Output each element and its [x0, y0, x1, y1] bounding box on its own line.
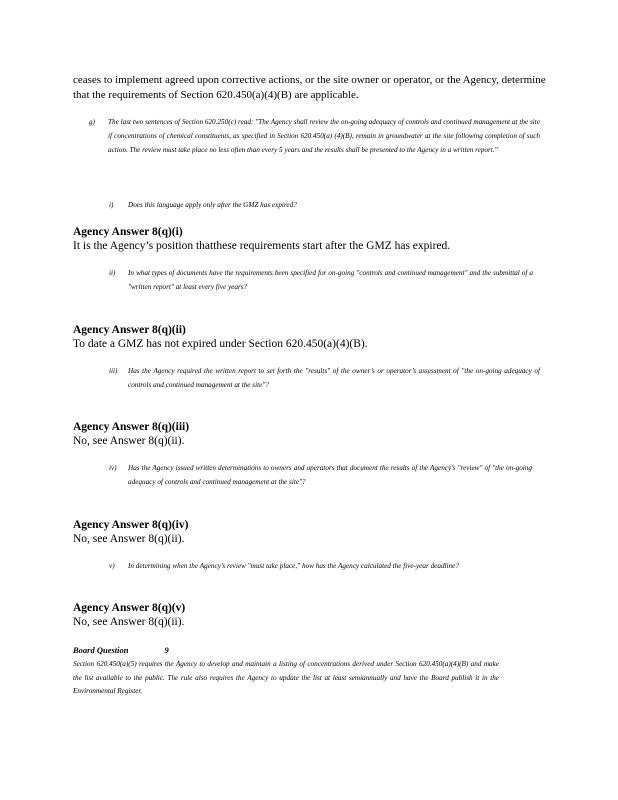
question-i — [109, 199, 528, 213]
answer-text: No, see Answer 8(q)(ii). — [73, 533, 185, 545]
question-v — [109, 560, 530, 574]
answer-text: To date a GMZ has not expired under Section 620.450(a)(4)(B). — [73, 338, 368, 350]
question-label: iv) — [109, 464, 117, 472]
board-question-number: 9 — [164, 645, 169, 655]
question-text: Has the Agency issued written determinations to owners and operators that document the results of the Agency’s "review" of "the on-going adequacy of controls and continued management at the site"? — [128, 464, 532, 486]
answer-text: No, see Answer 8(q)(ii). — [73, 435, 185, 447]
board-question-text: Section 620.450(a)(5) requires the Agency to develop and maintain a listing of concentrations derived under Section 620.450(a)(4)(B) and make the list available to the public. The rule also requires the Agency to update the list at least semiannually and have the Board publish it in the Environmental Register. — [73, 660, 499, 695]
question-label: ii) — [109, 269, 116, 277]
answer-heading: Agency Answer 8(q)(v) — [73, 602, 186, 614]
question-ii — [109, 267, 533, 295]
answer-heading: Agency Answer 8(q)(i) — [73, 226, 183, 238]
question-label: iii) — [109, 367, 118, 375]
intro-paragraph: ceases to implement agreed upon corrective actions, or the site owner or operator, or the Agency, determine that the requirements of Section 620.450(a)(4)(B) are applicable. — [73, 74, 546, 101]
question-g — [89, 116, 540, 157]
answer-text: No, see Answer 8(q)(ii). — [73, 616, 185, 628]
question-g-text: The last two sentences of Section 620.250(c) read: "The Agency shall review the on-going adequacy of controls and continued management at the site if concentrations of chemical constituents, as specified in Section 620.450(a) (4)(B), remain in groundwater at the site following completion of such action. The review must take place no less often than every 5 years and the results shall be presented to the Agency in a written report." — [108, 118, 540, 154]
question-text: In what types of documents have the requirements been specified for on-going "controls and continued management" and the submittal of a "written report" at least every five years? — [128, 269, 533, 291]
question-text: Does this language apply only after the GMZ has expired? — [128, 201, 297, 209]
answer-heading: Agency Answer 8(q)(ii) — [73, 324, 186, 336]
question-label: v) — [109, 562, 115, 570]
board-question-heading — [73, 645, 169, 655]
question-label: i) — [109, 201, 114, 209]
board-question-title: Board Question — [73, 645, 129, 655]
question-iii — [109, 365, 540, 393]
question-text: In determining when the Agency’s review "must take place," how has the Agency calculated the five-year deadline? — [128, 562, 459, 570]
question-g-label: g) — [89, 118, 95, 126]
answer-heading: Agency Answer 8(q)(iii) — [73, 421, 190, 433]
answer-text: It is the Agency’s position thatthese requirements start after the GMZ has expired. — [73, 240, 451, 252]
question-text: Has the Agency required the written report to set forth the "results" of the owner’s or operator’s assessment of "the on-going adequacy of controls and continued management at the site"? — [128, 367, 540, 389]
question-iv — [109, 462, 532, 490]
answer-heading: Agency Answer 8(q)(iv) — [73, 519, 189, 531]
